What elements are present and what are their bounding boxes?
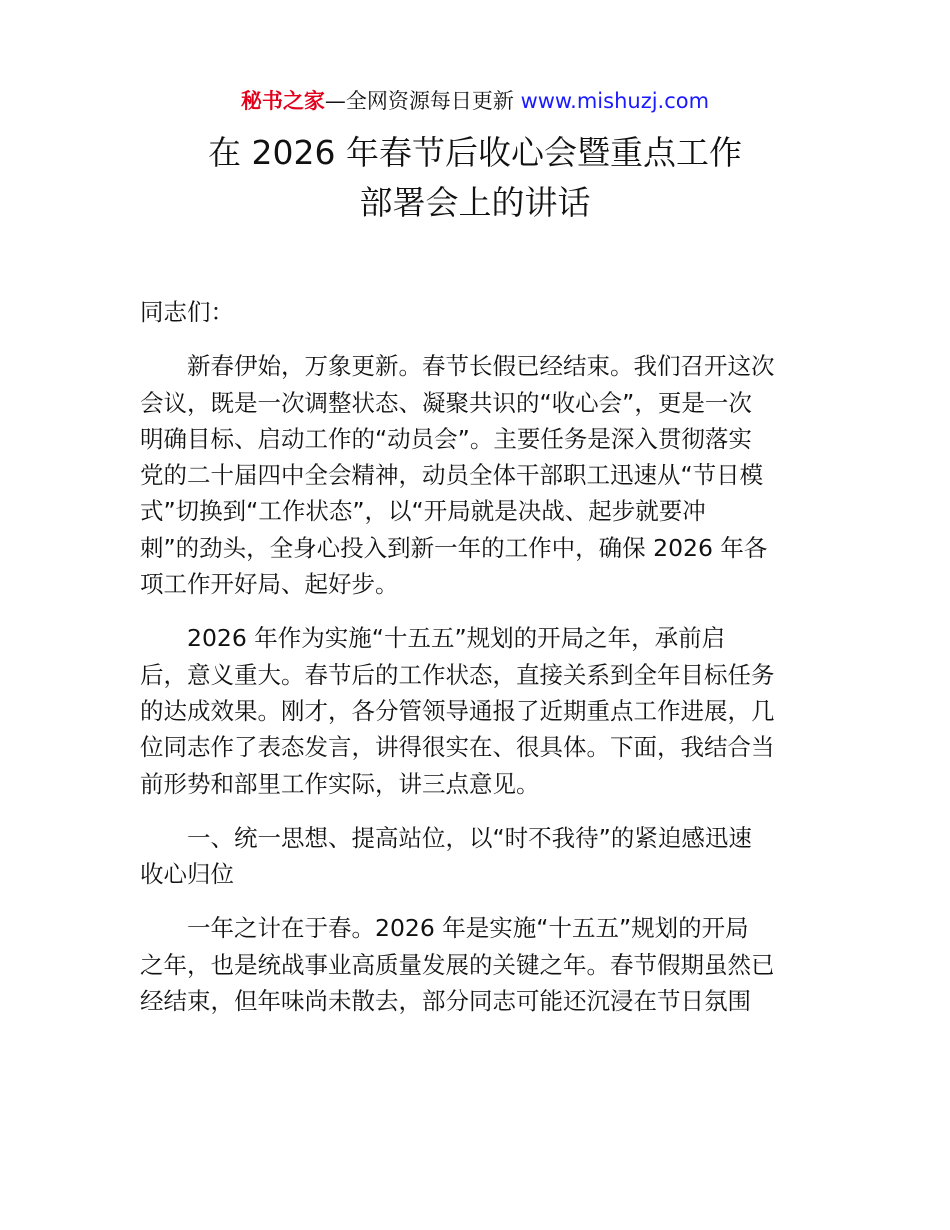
paragraph-line: 后，意义重大。春节后的工作状态，直接关系到全年目标任务: [140, 660, 775, 689]
document-body: [140, 294, 812, 1019]
site-url-link[interactable]: www.mishuzj.com: [520, 89, 710, 113]
title-line-1: 在 2026 年春节后收心会暨重点工作: [208, 133, 742, 172]
salutation: 同志们：: [140, 298, 234, 326]
paragraph-line: 2026 年作为实施“十五五”规划的开局之年，承前启: [187, 624, 726, 653]
paragraph-line: 明确目标、启动工作的“动员会”。主要任务是深入贯彻落实: [140, 424, 752, 453]
paragraph-line: 刺”的劲头，全身心投入到新一年的工作中，确保 2026 年各: [140, 533, 768, 562]
paragraph-line: 位同志作了表态发言，讲得很实在、很具体。下面，我结合当: [140, 733, 775, 762]
brand-name: 秘书之家: [240, 89, 325, 113]
paragraph: [140, 910, 812, 1019]
document-title: [0, 128, 950, 228]
site-header: [0, 86, 950, 116]
paragraph-line: 一年之计在于春。2026 年是实施“十五五”规划的开局: [187, 914, 749, 943]
paragraph: [140, 620, 812, 801]
paragraph-line: 式”切换到“工作状态”，以“开局就是决战、起步就要冲: [140, 497, 706, 526]
paragraph: [140, 348, 812, 602]
paragraph-line: 新春伊始，万象更新。春节长假已经结束。我们召开这次: [187, 352, 775, 381]
paragraph-line: 经结束，但年味尚未散去，部分同志可能还沉浸在节日氛围: [140, 987, 751, 1016]
paragraph-line: 的达成效果。刚才，各分管领导通报了近期重点工作进展，几: [140, 696, 775, 725]
paragraph-line: 会议，既是一次调整状态、凝聚共识的“收心会”，更是一次: [140, 388, 752, 417]
section-heading-line: 收心归位: [140, 860, 234, 889]
title-line-2: 部署会上的讲话: [359, 183, 591, 222]
paragraph-line: 党的二十届四中全会精神，动员全体干部职工迅速从“节日模: [140, 461, 764, 490]
section-heading-line: 一、统一思想、提高站位，以“时不我待”的紧迫感迅速: [187, 823, 752, 852]
paragraph-line: 前形势和部里工作实际，讲三点意见。: [140, 769, 540, 798]
paragraph-line: 之年，也是统战事业高质量发展的关键之年。春节假期虽然已: [140, 950, 775, 979]
section-heading: [140, 820, 812, 893]
paragraph-line: 项工作开好局、起好步。: [140, 570, 399, 599]
header-tagline: —全网资源每日更新: [324, 89, 521, 113]
